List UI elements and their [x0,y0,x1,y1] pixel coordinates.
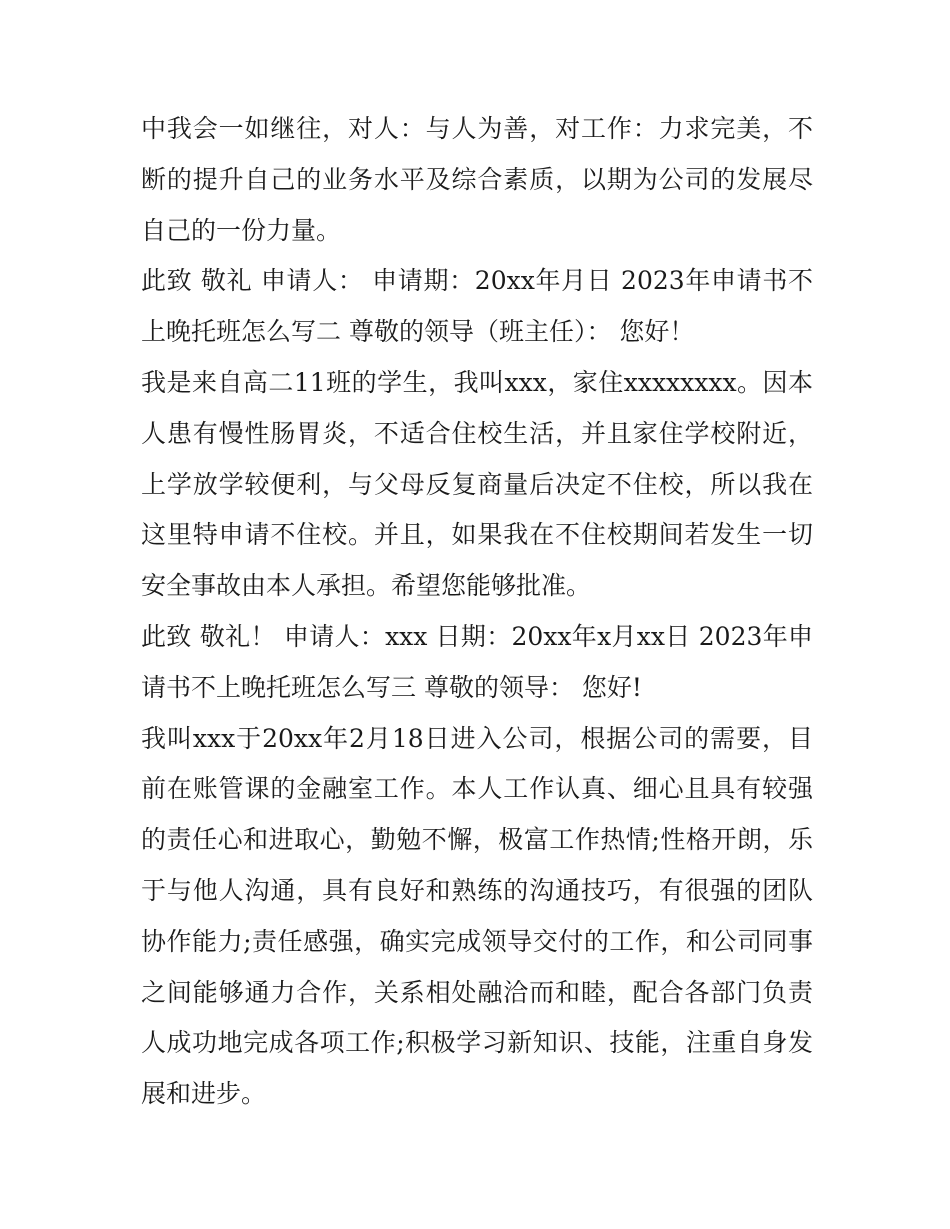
paragraph-3: 我是来自高二11班的学生，我叫xxx，家住xxxxxxxx。因本人患有慢性肠胃炎，不适合住校生活，并且家住学校附近，上学放学较便利，与父母反复商量后决定不住校，所以我在这里特申请不住校。并且，如果我在不住校期间若发生一切安全事故由本人承担。希望您能够批准。 [141,367,813,601]
paragraph-2: 此致 敬礼 申请人： 申请期：20xx年月日 2023年申请书不上晚托班怎么写二 尊敬的领导（班主任）： 您好！ [141,266,813,347]
paragraph-1: 中我会一如继往，对人：与人为善，对工作：力求完美，不断的提升自己的业务水平及综合素质，以期为公司的发展尽自己的一份力量。 [141,114,813,245]
document-body [141,104,813,1120]
paragraph-4: 此致 敬礼！ 申请人：xxx 日期：20xx年x月xx日 2023年申请书不上晚托班怎么写三 尊敬的领导： 您好! [141,621,813,702]
paragraph-5: 我叫xxx于20xx年2月18日进入公司，根据公司的需要，目前在账管课的金融室工作。本人工作认真、细心且具有较强的责任心和进取心，勤勉不懈，极富工作热情;性格开朗，乐于与他人沟通，具有良好和熟练的沟通技巧，有很强的团队协作能力;责任感强，确实完成领导交付的工作，和公司同事之间能够通力合作，关系相处融洽而和睦，配合各部门负责人成功地完成各项工作;积极学习新知识、技能，注重自身发展和进步。 [141,723,813,1109]
